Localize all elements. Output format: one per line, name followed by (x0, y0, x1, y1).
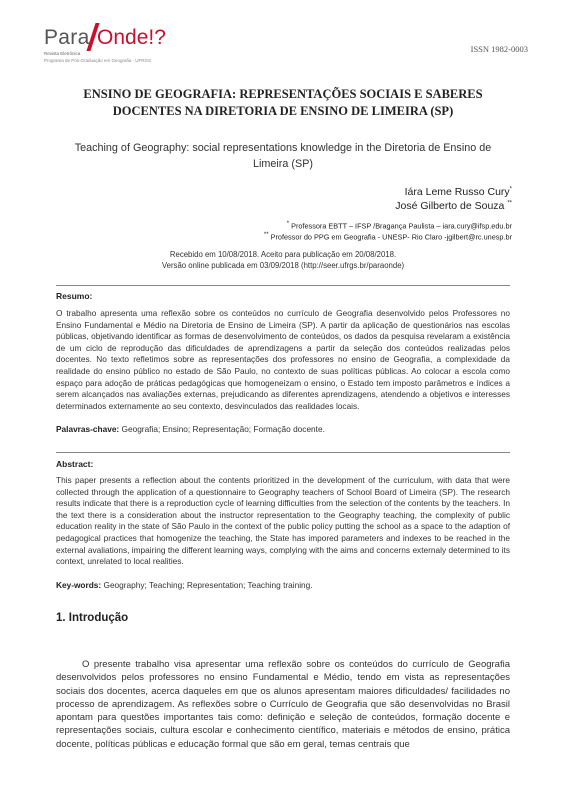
key-words: Key-words: Geography; Teaching; Representation; Teaching training. (56, 580, 313, 590)
logo-program: Programa de Pós-Graduação em Geografia - UFRGS (44, 58, 152, 63)
author-1: Iára Leme Russo Cury* (404, 186, 512, 198)
author-2: José Gilberto de Souza ** (395, 200, 512, 212)
published-date: Versão online publicada em 03/09/2018 (http://seer.ufrgs.br/paraonde) (161, 261, 405, 270)
divider (56, 452, 510, 453)
received-date: Recebido em 10/08/2018. Aceito para publicação em 20/08/2018. (169, 250, 397, 259)
divider (56, 285, 510, 286)
logo-subtitle: Revista Eletrônica (44, 51, 81, 56)
palavras-chave: Palavras-chave: Geografia; Ensino; Representação; Formação docente. (56, 424, 325, 434)
body-paragraph: O presente trabalho visa apresentar uma reflexão sobre os conteúdos do currículo de Geografia desenvolvidos pelos professores no ensino Fundamental e Médio, tendo em vista as representações sociais dos docentes, acerca daqueles em que os alunos apresentam maiores dificuldades/ facilidades no processo de aprendizagem. As reflexões sobre o Currículo de Geografia que são desenvolvidas no Brasil apontam para questões importantes tais como: definição e seleção de conteúdos, formação docente e representações sociais, cultura escolar e conhecimento científico, materiais e métodos de ensino, prática docente, políticas públicas e educação formal que são em geral, temas centrais que (56, 659, 510, 750)
logo-onde: Onde!? (97, 26, 166, 49)
resumo-text: O trabalho apresenta uma reflexão sobre os conteúdos no currículo de Geografia desenvolvido pelos Professores no Ensino Fundamental e Médio na Diretoria de Ensino de Limeira (SP). A partir da aplicação de questionários nas escolas públicas, objetivando identificar as formas de desenvolvimento de conteúdos, os dados da pesquisa revelaram a existência de um ciclo de reprodução das dificuldades de aprendizagens a partir da seleção dos conteúdos realizadas pelos docentes. No texto refletimos sobre as representações dos professores no ensino de Geografia, a complexidade da realidade do ensino público no estado de São Paulo, no contexto de suas políticas públicas. Ao colocar a escola como espaço para adoção de práticas pedagógicas que homogeneizam o ensino, o Estado tem imposto parâmetros e índices a serem alcançados nas avaliações externas, prejudicando as diferentes aprendizagens, atendendo a objetivos e interesses determinados externamente ao seu contexto, desvinculados das realidades locais. (56, 308, 510, 411)
section-heading-introducao: 1. Introdução (56, 612, 129, 624)
paper-title: ENSINO DE GEOGRAFIA: REPRESENTAÇÕES SOCIAIS E SABERES DOCENTES NA DIRETORIA DE ENSINO DE LIMEIRA (SP) (83, 87, 483, 118)
logo-para: Para (44, 26, 90, 49)
resumo-heading: Resumo: (56, 291, 93, 301)
abstract-heading: Abstract: (56, 459, 94, 469)
issn: ISSN 1982-0003 (470, 44, 528, 54)
abstract-text: This paper presents a reflection about the contents prioritized in the development of the curriculum, with data that were collected through the application of a questionnaire to Geography teachers of School Board of Limeira (SP). The research results indicate that there is a reproduction cycle of learning difficulties from the selection of the contents by the teachers. In the text there is a consideration about the instructor representation to the Geography teaching, the complexity of public education reality in the state of São Paulo in the context of the public policy putting the school as a space to the adaption of pedagogical practices that homogenize the teaching, the State has impored parameters and indexes to be reached in the external avaliations, impairing the different learning ways, complying with the aims and concerns externaly determined to its context, unrelated to local realities. (56, 475, 510, 567)
affiliation-1: * Professora EBTT – IFSP /Bragança Paulista – iara.cury@ifsp.edu.br (286, 221, 512, 231)
english-title: Teaching of Geography: social representations knowledge in the Diretoria de Ensino de Limeira (SP) (74, 142, 492, 170)
affiliation-2: ** Professor do PPG em Geografia - UNESP- Rio Claro -jgilbert@rc.unesp.br (263, 232, 512, 242)
journal-logo (44, 26, 194, 70)
